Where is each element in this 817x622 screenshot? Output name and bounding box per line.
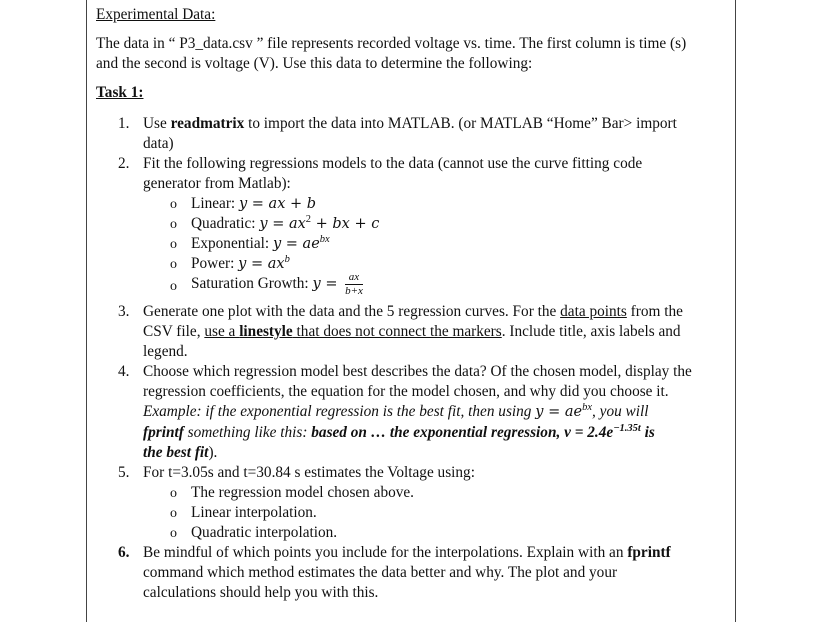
fraction: $\frac{ax}{b+x}$ (345, 271, 363, 297)
section-heading: Experimental Data: (96, 6, 216, 23)
bullet-icon: o (170, 197, 177, 212)
item-2-line-2: generator from Matlab): (143, 175, 291, 192)
bullet-icon: o (170, 237, 177, 252)
item-4-line-2: regression coefficients, the equation for the model chosen, and why did you choose it. (143, 383, 669, 400)
model-quadratic: Quadratic: $y = ax^2$ + bx + c (191, 214, 380, 232)
bullet-icon: o (170, 257, 177, 272)
bullet-icon: o (170, 217, 177, 232)
bullet-icon: o (170, 486, 177, 501)
item-number-5: 5. (118, 464, 130, 481)
item-1-line-2: data) (143, 135, 174, 152)
model-saturation: Saturation Growth: y = $\frac{ax}{b+x}$ (191, 271, 363, 297)
model-exponential: Exponential: $y = ae^{bx}$ (191, 234, 330, 252)
intro-line-1: The data in “ P3_data.csv ” file represents recorded voltage vs. time. The first column is time (s) (96, 35, 687, 52)
bullet-icon: o (170, 279, 177, 294)
item-3-line-2: CSV file, use a linestyle that does not connect the markers. Include title, axis labels and (143, 323, 681, 340)
item-5-line-1: For t=3.05s and t=30.84 s estimates the Voltage using: (143, 464, 475, 481)
intro-line-2: and the second is voltage (V). Use this data to determine the following: (96, 55, 533, 72)
item-number-4: 4. (118, 363, 130, 380)
item-6-line-3: calculations should help you with this. (143, 584, 379, 601)
item-number-6: 6. (118, 544, 130, 561)
task-heading: Task 1: (96, 84, 144, 101)
sub-item-regression: The regression model chosen above. (191, 484, 415, 501)
item-number-2: 2. (118, 155, 130, 172)
item-3-line-1: Generate one plot with the data and the 5 regression curves. For the data points from the (143, 303, 683, 320)
item-2-line-1: Fit the following regressions models to the data (cannot use the curve fitting code (143, 155, 643, 172)
item-6-line-1: Be mindful of which points you include for the interpolations. Explain with an fprintf (143, 544, 671, 561)
item-3-line-3: legend. (143, 343, 188, 360)
item-number-1: 1. (118, 115, 130, 132)
item-4-line-5: the best fit). (143, 444, 218, 461)
right-margin-line (735, 0, 736, 622)
bullet-icon: o (170, 526, 177, 541)
item-1-line-1: Use readmatrix to import the data into MATLAB. (or MATLAB “Home” Bar> import (143, 115, 677, 132)
item-6-line-2: command which method estimates the data better and why. The plot and your (143, 564, 618, 581)
item-4-line-3: Example: if the exponential regression is the best fit, then using $y = ae^{bx}$, you will (143, 402, 649, 420)
item-4-line-1: Choose which regression model best describes the data? Of the chosen model, display the (143, 363, 692, 380)
model-power: Power: $y = ax^b$ (191, 254, 290, 272)
left-margin-line (86, 0, 87, 622)
model-linear: Linear: y = ax + b (191, 195, 317, 212)
sub-item-quadratic-interp: Quadratic interpolation. (191, 524, 338, 541)
sub-item-linear-interp: Linear interpolation. (191, 504, 317, 521)
bullet-icon: o (170, 506, 177, 521)
item-number-3: 3. (118, 303, 130, 320)
item-4-line-4: fprintf something like this: based on … the exponential regression, $v = 2.4e^{-1.35t}$ is (143, 423, 655, 441)
